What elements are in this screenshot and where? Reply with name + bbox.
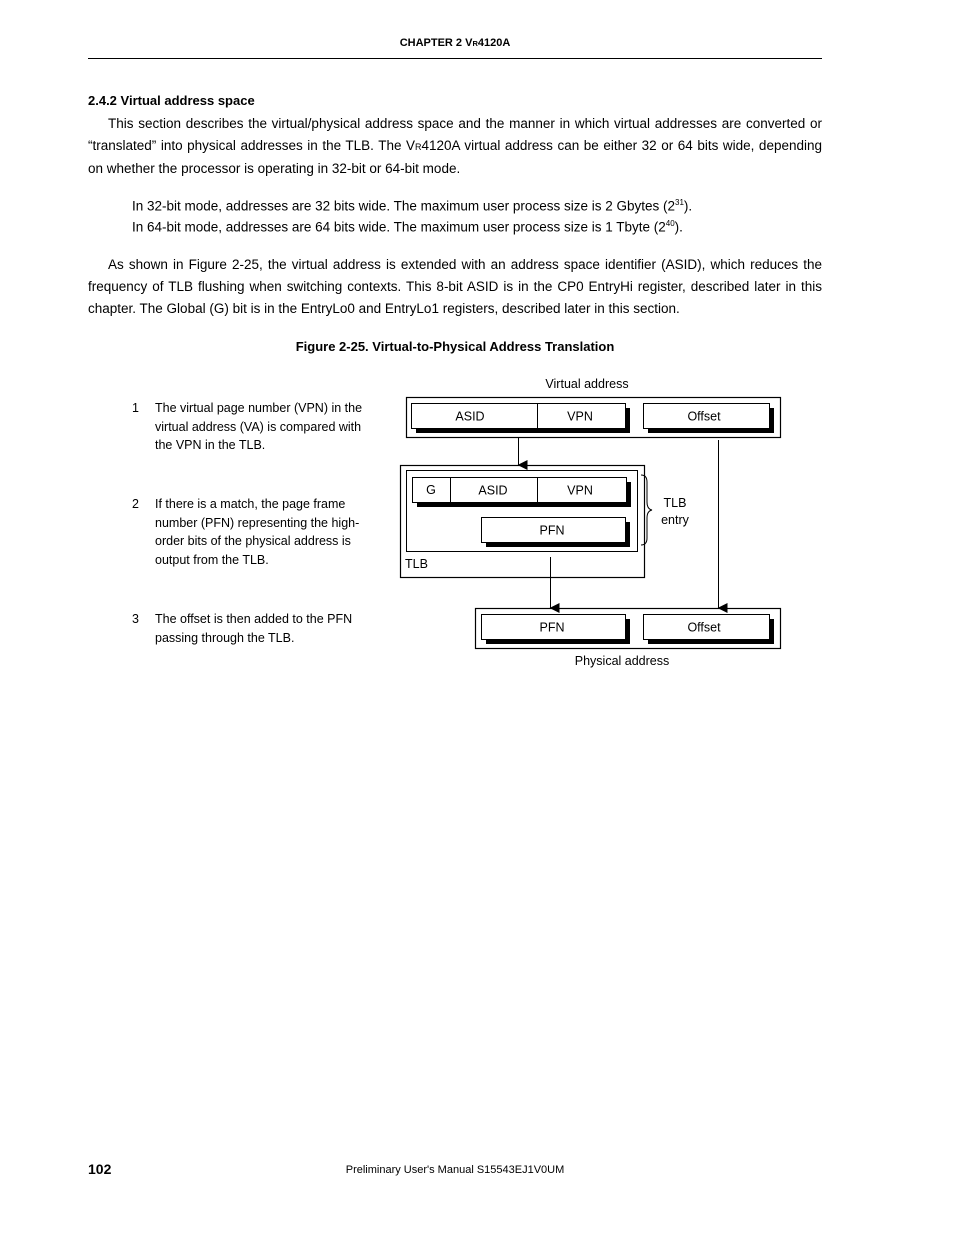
step-number: 1: [132, 401, 139, 415]
intro-paragraph: This section describes the virtual/physical address space and the manner in which virtual addresses are converted or “translated” into physical addresses in the TLB. The VR4120A virtual address can be either 32 or 64 bits wide, depending on whether the processor is operating in 32-bit or 64-bit mode.: [88, 116, 822, 176]
tlb-asid-label: ASID: [478, 483, 508, 498]
step-text: The offset is then added to the PFN passing through the TLB.: [155, 612, 353, 645]
virtual-address-label: Virtual address: [545, 377, 629, 391]
pa-pfn-label: PFN: [539, 620, 565, 635]
tlb-entry-label-line1: TLB: [663, 496, 687, 510]
mode-32bit-line: In 32-bit mode, addresses are 32 bits wide. The maximum user process size is 2 Gbytes $(2^{31})$.: [132, 198, 693, 214]
physical-address-label: Physical address: [574, 654, 670, 668]
va-asid-label: ASID: [455, 409, 485, 424]
tlb-g-label: G: [426, 483, 436, 497]
footer-manual-title: Preliminary User's Manual S15543EJ1V0UM: [345, 1164, 565, 1176]
figure-title: Figure 2-25. Virtual-to-Physical Address Translation: [295, 339, 615, 354]
step-number: 3: [132, 612, 139, 626]
step-number: 2: [132, 497, 139, 511]
tlb-label: TLB: [405, 557, 428, 571]
section-heading: 2.4.2 Virtual address space: [88, 93, 255, 108]
page-number: 102: [88, 1161, 112, 1177]
tlb-entry-brace: [641, 475, 652, 545]
va-offset-label: Offset: [687, 409, 721, 424]
page-header: CHAPTER 2 VR4120A: [399, 37, 511, 49]
va-asid-vpn-field: [412, 404, 626, 429]
va-vpn-label: VPN: [567, 409, 593, 424]
tlb-vpn-label: VPN: [567, 483, 593, 498]
tlb-entry-label-line2: entry: [661, 513, 689, 527]
pa-offset-label: Offset: [687, 620, 721, 635]
step-text: The virtual page number (VPN) in the virtual address (VA) is compared with the VPN in the TLB.: [155, 401, 363, 452]
mode-64bit-line: In 64-bit mode, addresses are 64 bits wide. The maximum user process size is 1 Tbyte $(2^{40})$.: [132, 219, 683, 235]
tlb-pfn-label: PFN: [539, 523, 565, 538]
tlb-g-asid-vpn-field: [413, 478, 627, 503]
asid-paragraph: As shown in Figure 2-25, the virtual address is extended with an address space identifier (ASID), which reduces the frequency of TLB flushing when switching contexts. This 8-bit ASID is in the CP0 EntryHi register, described later in this chapter. The Global (G) bit is in the EntryLo0 and EntryLo1 registers, described later in this section.: [88, 257, 822, 316]
step-text: If there is a match, the page frame number (PFN) representing the high-order bits of the physical address is output from the TLB.: [155, 497, 360, 567]
